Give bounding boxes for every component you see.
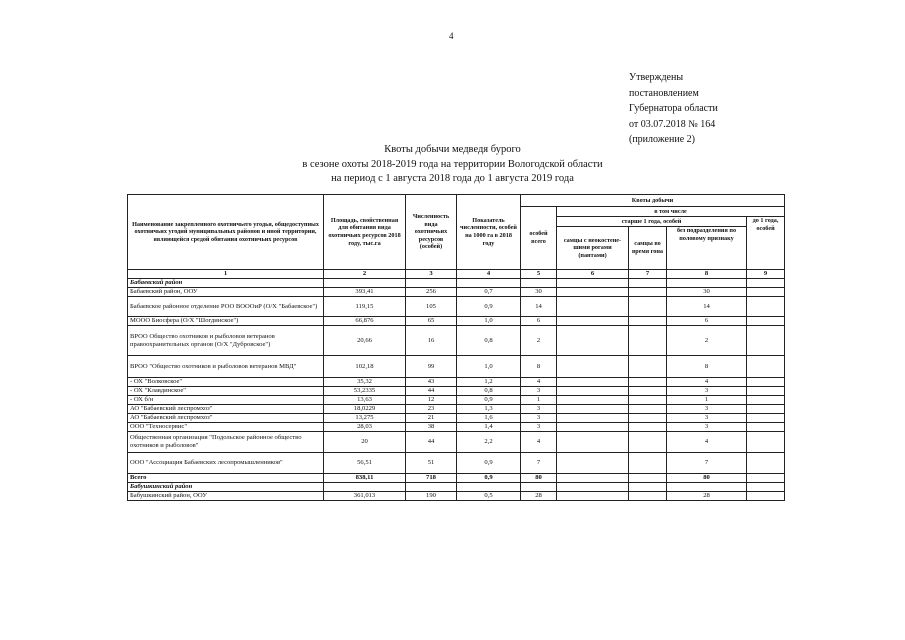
row-rut <box>629 378 667 387</box>
row-total: 4 <box>521 378 557 387</box>
row-under <box>747 453 785 474</box>
empty-cell <box>747 483 785 492</box>
row-under <box>747 423 785 432</box>
column-number: 8 <box>667 270 747 279</box>
row-total: 6 <box>521 317 557 326</box>
header-nosex: без подразделения по половому признаку <box>667 227 747 270</box>
row-under <box>747 414 785 423</box>
row-density: 2,2 <box>457 432 521 453</box>
row-name: - ОХ "Волковское" <box>128 378 324 387</box>
row-count: 12 <box>406 396 457 405</box>
row-nosex: 6 <box>667 317 747 326</box>
row-area: 53,2335 <box>324 387 406 396</box>
table-row <box>128 492 785 501</box>
row-nosex: 4 <box>667 378 747 387</box>
row-rut <box>629 387 667 396</box>
empty-cell <box>667 279 747 288</box>
row-area: 20 <box>324 432 406 453</box>
table-body <box>128 279 785 501</box>
row-nosex: 30 <box>667 288 747 297</box>
row-males <box>557 423 629 432</box>
row-count: 718 <box>406 474 457 483</box>
row-males <box>557 326 629 356</box>
row-total: 2 <box>521 326 557 356</box>
row-count: 44 <box>406 387 457 396</box>
row-name: - ОХ б/н <box>128 396 324 405</box>
quota-table <box>127 194 785 501</box>
row-density: 0,9 <box>457 453 521 474</box>
row-rut <box>629 414 667 423</box>
empty-cell <box>521 483 557 492</box>
row-males <box>557 474 629 483</box>
table-row <box>128 317 785 326</box>
section-row <box>128 483 785 492</box>
row-rut <box>629 326 667 356</box>
row-count: 44 <box>406 432 457 453</box>
row-males <box>557 387 629 396</box>
row-nosex: 28 <box>667 492 747 501</box>
row-males <box>557 414 629 423</box>
row-density: 1,6 <box>457 414 521 423</box>
row-count: 256 <box>406 288 457 297</box>
row-area: 13,63 <box>324 396 406 405</box>
table-row <box>128 405 785 414</box>
row-name: ВРОО Общество охотников и рыболовов ветеранов правоохранительных органов (О/Х "Дубровское") <box>128 326 324 356</box>
row-count: 51 <box>406 453 457 474</box>
row-nosex: 3 <box>667 387 747 396</box>
row-under <box>747 297 785 317</box>
table-row <box>128 297 785 317</box>
row-under <box>747 405 785 414</box>
table-header <box>128 195 785 279</box>
empty-cell <box>629 483 667 492</box>
row-rut <box>629 396 667 405</box>
row-density: 1,2 <box>457 378 521 387</box>
empty-cell <box>557 483 629 492</box>
row-under <box>747 326 785 356</box>
table-row <box>128 423 785 432</box>
empty-cell <box>324 279 406 288</box>
row-name: Всего <box>128 474 324 483</box>
row-rut <box>629 356 667 378</box>
row-nosex: 14 <box>667 297 747 317</box>
approval-line: постановлением <box>629 87 699 99</box>
table-row <box>128 453 785 474</box>
row-count: 38 <box>406 423 457 432</box>
header-males: самцы с неокостене-шими рогами (пантами) <box>557 227 629 270</box>
row-density: 1,4 <box>457 423 521 432</box>
row-total: 8 <box>521 356 557 378</box>
row-under <box>747 387 785 396</box>
section-title: Бабушкинский район <box>128 483 324 492</box>
total-row <box>128 474 785 483</box>
row-under <box>747 492 785 501</box>
table-row <box>128 378 785 387</box>
column-number: 7 <box>629 270 667 279</box>
column-number: 2 <box>324 270 406 279</box>
row-count: 16 <box>406 326 457 356</box>
row-rut <box>629 405 667 414</box>
row-density: 0,5 <box>457 492 521 501</box>
row-total: 3 <box>521 405 557 414</box>
row-area: 18,0229 <box>324 405 406 414</box>
row-total: 4 <box>521 432 557 453</box>
header-area: Площадь, свойственная для обитания вида охотничьих ресурсов 2018 году, тыс.га <box>324 195 406 270</box>
empty-cell <box>457 483 521 492</box>
title-line: на период с 1 августа 2018 года до 1 августа 2019 года <box>331 173 574 184</box>
row-density: 0,9 <box>457 297 521 317</box>
row-total: 1 <box>521 396 557 405</box>
approval-line: Утверждены <box>629 72 684 83</box>
empty-cell <box>406 279 457 288</box>
row-rut <box>629 297 667 317</box>
row-under <box>747 474 785 483</box>
header-rut: самцы во время гона <box>629 227 667 270</box>
approval-line: Губернатора области <box>629 103 718 114</box>
row-name: ООО "Ассоциация Бабаевских лесопромышленников" <box>128 453 324 474</box>
row-males <box>557 453 629 474</box>
row-density: 1,0 <box>457 356 521 378</box>
row-area: 361,013 <box>324 492 406 501</box>
row-rut <box>629 453 667 474</box>
empty-cell <box>747 279 785 288</box>
row-rut <box>629 317 667 326</box>
row-nosex: 3 <box>667 423 747 432</box>
row-name: Бабушкинский район, ООУ <box>128 492 324 501</box>
row-under <box>747 432 785 453</box>
row-area: 13,275 <box>324 414 406 423</box>
page-number: 4 <box>449 31 454 41</box>
row-total: 28 <box>521 492 557 501</box>
row-nosex: 7 <box>667 453 747 474</box>
header-name: Наименование закрепленного охотничьего угодья, общедоступных охотничьих угодий муниципальных районов и иной территории, являющейся средой обитания охотничьих ресурсов <box>128 195 324 270</box>
row-area: 838,11 <box>324 474 406 483</box>
empty-cell <box>629 279 667 288</box>
row-total: 3 <box>521 423 557 432</box>
row-density: 1,3 <box>457 405 521 414</box>
row-total: 14 <box>521 297 557 317</box>
row-nosex: 3 <box>667 405 747 414</box>
table-row <box>128 288 785 297</box>
row-total: 80 <box>521 474 557 483</box>
row-under <box>747 356 785 378</box>
row-rut <box>629 432 667 453</box>
empty-cell <box>667 483 747 492</box>
row-nosex: 4 <box>667 432 747 453</box>
row-area: 35,32 <box>324 378 406 387</box>
row-total: 3 <box>521 387 557 396</box>
row-rut <box>629 474 667 483</box>
row-count: 43 <box>406 378 457 387</box>
row-total: 7 <box>521 453 557 474</box>
row-total: 3 <box>521 414 557 423</box>
section-title: Бабаевский район <box>128 279 324 288</box>
row-name: Бабаевский район, ООУ <box>128 288 324 297</box>
row-males <box>557 288 629 297</box>
header-including: в том числе <box>557 207 785 217</box>
table-row <box>128 432 785 453</box>
row-name: МООО Биосфера (О/Х "Шогдинское") <box>128 317 324 326</box>
row-name: Бабаевское районное отделение РОО ВОООиР (О/Х "Бабаевское") <box>128 297 324 317</box>
row-name: АО "Бабаевский леспромхоз" <box>128 405 324 414</box>
document-title <box>0 143 905 187</box>
row-area: 20,66 <box>324 326 406 356</box>
row-density: 0,9 <box>457 396 521 405</box>
column-number: 6 <box>557 270 629 279</box>
approval-line: (приложение 2) <box>629 134 695 145</box>
header-density: Показатель численности, особей на 1000 га в 2018 году <box>457 195 521 270</box>
row-count: 23 <box>406 405 457 414</box>
row-males <box>557 356 629 378</box>
row-density: 1,0 <box>457 317 521 326</box>
row-count: 190 <box>406 492 457 501</box>
row-total: 30 <box>521 288 557 297</box>
empty-cell <box>521 279 557 288</box>
row-name: АО "Бабаевский леспромхоз" <box>128 414 324 423</box>
row-area: 393,41 <box>324 288 406 297</box>
row-males <box>557 317 629 326</box>
header-total: особей всего <box>521 207 557 270</box>
row-area: 66,876 <box>324 317 406 326</box>
row-nosex: 2 <box>667 326 747 356</box>
column-number: 3 <box>406 270 457 279</box>
row-under <box>747 288 785 297</box>
row-males <box>557 432 629 453</box>
row-males <box>557 405 629 414</box>
row-name: - ОХ "Клавдинское" <box>128 387 324 396</box>
row-density: 0,7 <box>457 288 521 297</box>
row-count: 99 <box>406 356 457 378</box>
column-number: 9 <box>747 270 785 279</box>
empty-cell <box>324 483 406 492</box>
row-area: 56,51 <box>324 453 406 474</box>
row-area: 102,18 <box>324 356 406 378</box>
row-males <box>557 492 629 501</box>
empty-cell <box>557 279 629 288</box>
row-name: ООО "Техносервис" <box>128 423 324 432</box>
table-row <box>128 356 785 378</box>
row-density: 0,8 <box>457 326 521 356</box>
row-under <box>747 317 785 326</box>
header-quota: Квоты добычи <box>521 195 785 207</box>
column-number: 1 <box>128 270 324 279</box>
empty-cell <box>406 483 457 492</box>
row-name: Общественная организация "Подольское районное общество охотников и рыболовов" <box>128 432 324 453</box>
row-nosex: 1 <box>667 396 747 405</box>
row-name: ВРОО "Общество охотников и рыболовов ветеранов МВД" <box>128 356 324 378</box>
row-under <box>747 378 785 387</box>
section-row <box>128 279 785 288</box>
approval-block <box>629 70 718 148</box>
row-nosex: 3 <box>667 414 747 423</box>
title-line: в сезоне охоты 2018-2019 года на территории Вологодской области <box>302 158 603 170</box>
approval-line: от 03.07.2018 № 164 <box>629 118 716 130</box>
row-nosex: 80 <box>667 474 747 483</box>
row-males <box>557 396 629 405</box>
column-number-row <box>128 270 785 279</box>
row-density: 0,9 <box>457 474 521 483</box>
row-count: 65 <box>406 317 457 326</box>
row-density: 0,8 <box>457 387 521 396</box>
column-number: 5 <box>521 270 557 279</box>
column-number: 4 <box>457 270 521 279</box>
table-row <box>128 396 785 405</box>
row-under <box>747 396 785 405</box>
row-area: 28,03 <box>324 423 406 432</box>
title-line: Квоты добычи медведя бурого <box>384 144 521 155</box>
table-row <box>128 387 785 396</box>
row-males <box>557 297 629 317</box>
table-row <box>128 326 785 356</box>
row-rut <box>629 288 667 297</box>
row-nosex: 8 <box>667 356 747 378</box>
row-count: 105 <box>406 297 457 317</box>
header-count: Численность вида охотничьих ресурсов (особей) <box>406 195 457 270</box>
row-count: 21 <box>406 414 457 423</box>
row-rut <box>629 423 667 432</box>
table-row <box>128 414 785 423</box>
header-older: старше 1 года, особей <box>557 217 747 227</box>
row-area: 119,15 <box>324 297 406 317</box>
row-males <box>557 378 629 387</box>
row-rut <box>629 492 667 501</box>
empty-cell <box>457 279 521 288</box>
header-under: до 1 года, особей <box>747 217 785 270</box>
